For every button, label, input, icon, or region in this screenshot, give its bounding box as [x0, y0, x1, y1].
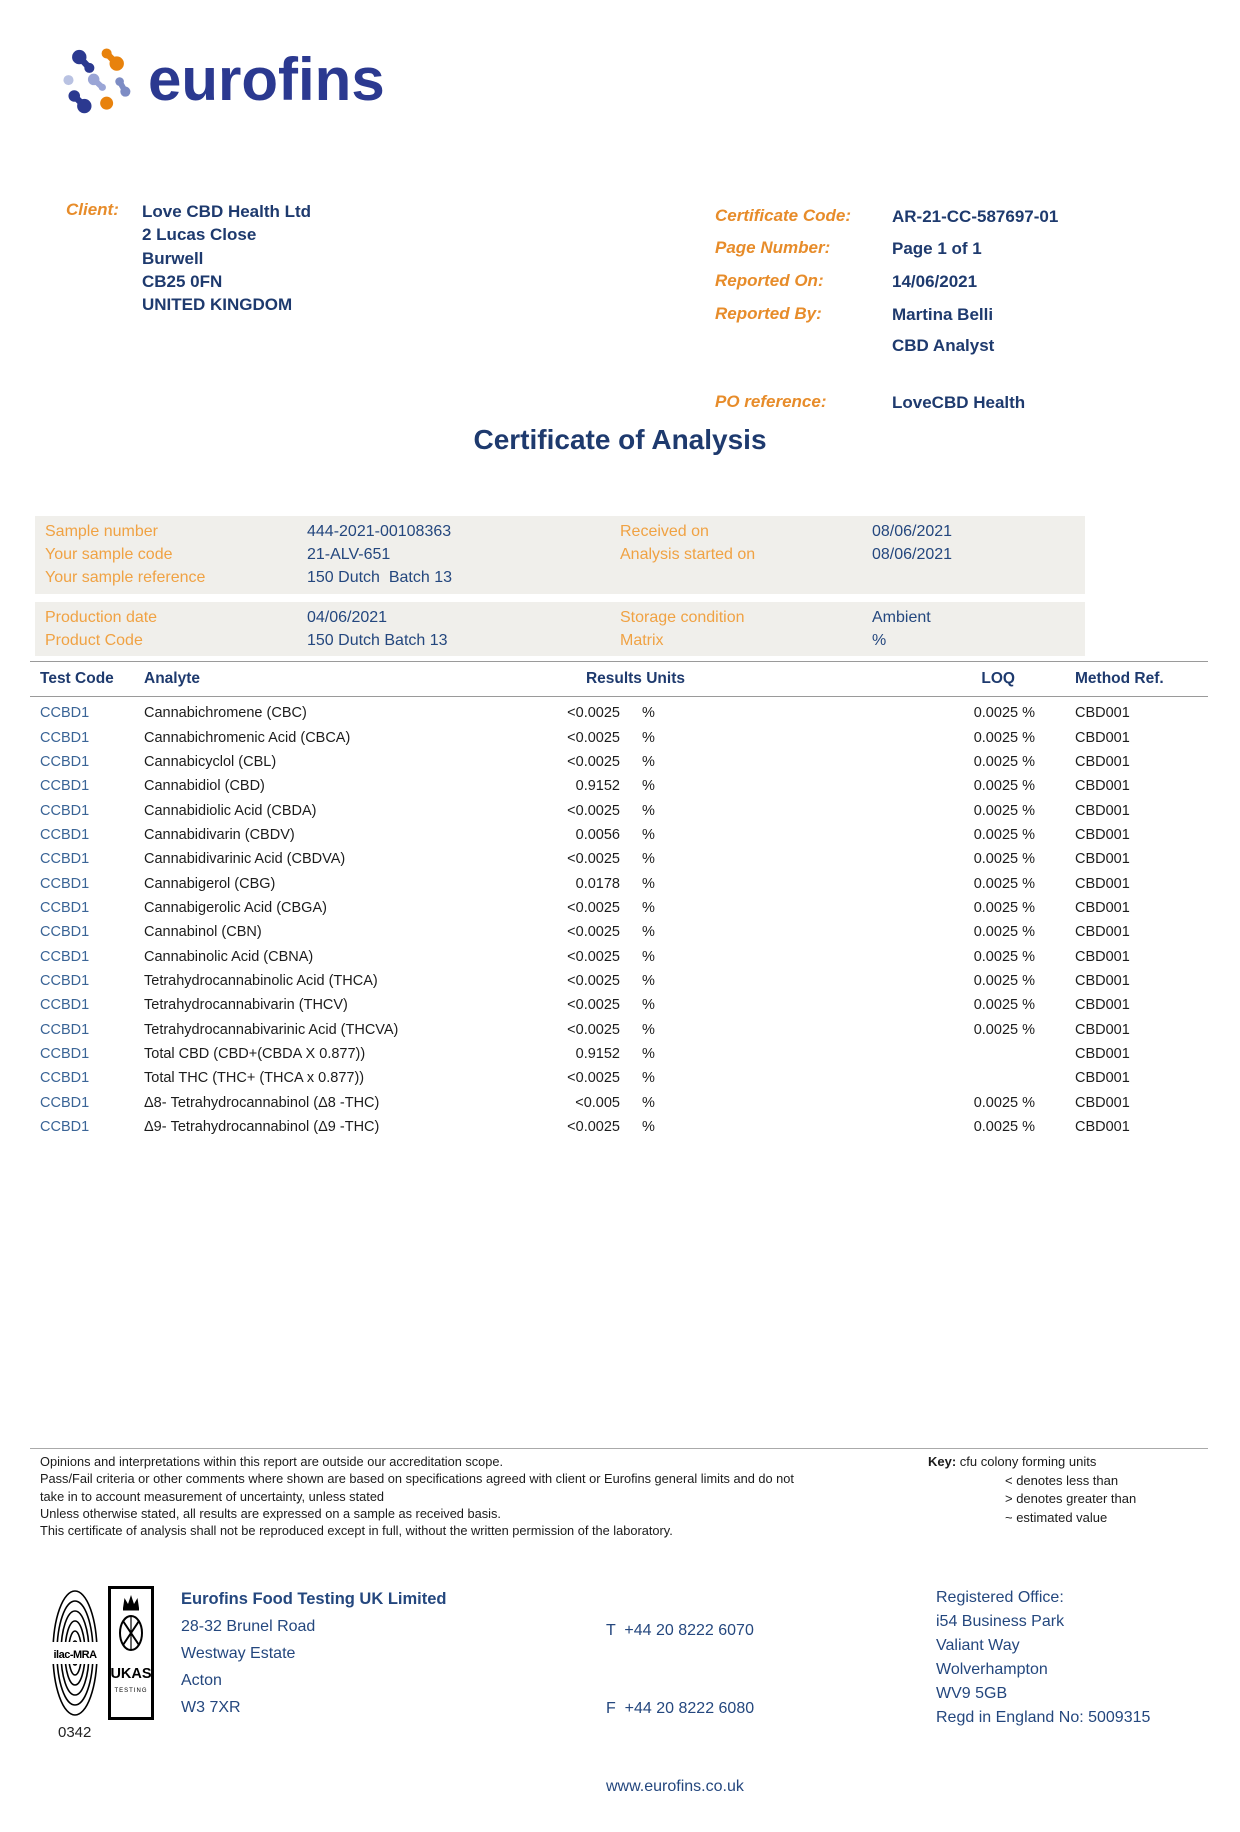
cell-method-ref: CBD001 [1075, 1070, 1130, 1087]
cell-method-ref: CBD001 [1075, 826, 1130, 843]
column-header-test-code: Test Code [40, 670, 114, 687]
cell-result: <0.0025 [567, 899, 620, 916]
cell-method-ref: CBD001 [1075, 729, 1130, 746]
cell-analyte: Total CBD (CBD+(CBDA X 0.877)) [144, 1045, 366, 1062]
cell-analyte: Δ8- Tetrahydrocannabinol (Δ8 -THC) [144, 1094, 380, 1111]
registered-office-line: Wolverhampton [936, 1661, 1048, 1678]
cell-result: <0.0025 [567, 851, 620, 868]
key-line: > denotes greater than [1005, 1491, 1137, 1506]
table-row [40, 1042, 1205, 1066]
cell-method-ref: CBD001 [1075, 851, 1130, 868]
company-address-line: 28-32 Brunel Road [181, 1618, 316, 1635]
sample-info-left [45, 520, 452, 590]
page-number-row [715, 238, 982, 260]
disclaimer-line: Pass/Fail criteria or other comments where shown are based on specifications agreed with client or Eurofins general limits and do not [40, 1471, 794, 1487]
info-label: Your sample reference [45, 569, 206, 587]
cell-result: 0.9152 [575, 778, 620, 795]
cell-result: <0.0025 [567, 1021, 620, 1038]
cell-result: <0.0025 [567, 1070, 620, 1087]
cell-method-ref: CBD001 [1075, 875, 1130, 892]
cell-loq: 0.0025 % [973, 1094, 1035, 1111]
po-reference-label: PO reference: [715, 392, 827, 411]
cell-test-code: CCBD1 [40, 875, 90, 892]
cell-test-code: CCBD1 [40, 948, 90, 965]
results-table-header [30, 661, 1208, 697]
certificate-code-value: AR-21-CC-587697-01 [892, 207, 1059, 226]
results-table-body [40, 701, 1205, 1139]
table-row [40, 944, 1205, 968]
product-info-right [620, 606, 931, 652]
cell-unit: % [642, 875, 655, 892]
phone-number: T +44 20 8222 6070 [606, 1622, 754, 1639]
disclaimer-line: Opinions and interpretations within this report are outside our accreditation scope. [40, 1454, 504, 1469]
cell-unit: % [642, 826, 655, 843]
eurofins-logo [62, 44, 385, 122]
cell-test-code: CCBD1 [40, 729, 90, 746]
key-label: Key: [928, 1454, 957, 1469]
cell-loq: 0.0025 % [973, 948, 1035, 965]
registered-office-line: Valiant Way [936, 1637, 1020, 1654]
cell-analyte: Cannabichromene (CBC) [144, 705, 307, 722]
client-address-line: Love CBD Health Ltd [142, 202, 312, 221]
certificate-code-label: Certificate Code: [715, 206, 852, 225]
cell-result: <0.0025 [567, 972, 620, 989]
key-first-line: cfu colony forming units [956, 1454, 1097, 1469]
cell-test-code: CCBD1 [40, 1119, 90, 1136]
table-row [40, 774, 1205, 798]
company-address-line: Westway Estate [181, 1645, 296, 1662]
cell-method-ref: CBD001 [1075, 899, 1130, 916]
info-value: 150 Dutch Batch 13 [307, 632, 448, 650]
info-row [45, 629, 448, 652]
table-row [40, 993, 1205, 1017]
table-row [40, 969, 1205, 993]
website-url: www.eurofins.co.uk [606, 1778, 744, 1795]
cell-method-ref: CBD001 [1075, 972, 1130, 989]
po-reference-row [715, 392, 1025, 414]
cell-analyte: Cannabichromenic Acid (CBCA) [144, 729, 351, 746]
client-address-line: Burwell [142, 248, 204, 268]
cell-test-code: CCBD1 [40, 899, 90, 916]
cell-test-code: CCBD1 [40, 705, 90, 722]
cell-loq: 0.0025 % [973, 924, 1035, 941]
info-value: 08/06/2021 [872, 546, 953, 564]
registered-office-line: Registered Office: [936, 1589, 1064, 1606]
cell-unit: % [642, 1119, 655, 1136]
cell-unit: % [642, 1045, 655, 1062]
cell-result: <0.0025 [567, 997, 620, 1014]
sample-info-block [35, 516, 1085, 594]
cell-analyte: Cannabidiolic Acid (CBDA) [144, 802, 317, 819]
info-row [45, 566, 452, 589]
cell-analyte: Cannabinol (CBN) [144, 924, 262, 941]
info-value: 08/06/2021 [872, 523, 953, 540]
cell-analyte: Cannabigerol (CBG) [144, 875, 276, 892]
cell-loq: 0.0025 % [973, 705, 1035, 722]
disclaimer-line: Unless otherwise stated, all results are expressed on a sample as received basis. [40, 1505, 501, 1521]
client-label: Client: [66, 200, 119, 219]
reported-by-role: CBD Analyst [892, 336, 995, 355]
svg-text:ilac-MRA: ilac-MRA [53, 1649, 97, 1661]
key-line: < denotes less than [1005, 1472, 1119, 1488]
cell-test-code: CCBD1 [40, 1021, 90, 1038]
cell-result: 0.0178 [575, 875, 620, 892]
cell-test-code: CCBD1 [40, 851, 90, 868]
info-value: 150 Dutch Batch 13 [307, 569, 452, 587]
cell-test-code: CCBD1 [40, 826, 90, 843]
table-row [40, 823, 1205, 847]
cell-method-ref: CBD001 [1075, 1119, 1130, 1136]
product-info-left [45, 606, 448, 652]
disclaimer-line: take in to account measurement of uncertainty, unless stated [40, 1488, 385, 1504]
info-row [620, 520, 952, 543]
cell-loq: 0.0025 % [973, 997, 1035, 1014]
cell-unit: % [642, 1021, 655, 1038]
cell-loq: 0.0025 % [973, 729, 1035, 746]
page-title: Certificate of Analysis [473, 424, 767, 455]
notes-divider [30, 1448, 1208, 1449]
svg-text:TESTING: TESTING [114, 1688, 148, 1694]
cell-loq: 0.0025 % [973, 826, 1035, 843]
svg-text:UKAS: UKAS [110, 1666, 152, 1682]
info-value: 21-ALV-651 [307, 546, 391, 564]
disclaimer-line: This certificate of analysis shall not be reproduced except in full, without the written permission of the laboratory. [40, 1523, 673, 1539]
cell-result: <0.0025 [567, 948, 620, 965]
cell-analyte: Cannabidiol (CBD) [144, 778, 265, 795]
cell-test-code: CCBD1 [40, 1094, 90, 1111]
client-address-line: CB25 0FN [142, 271, 223, 291]
cell-loq: 0.0025 % [973, 972, 1035, 989]
company-name: Eurofins Food Testing UK Limited [181, 1590, 447, 1608]
info-value: 444-2021-00108363 [307, 523, 452, 540]
cell-result: <0.0025 [567, 705, 620, 722]
info-value: 04/06/2021 [307, 609, 388, 626]
reported-by-row [715, 304, 994, 357]
cell-method-ref: CBD001 [1075, 1021, 1130, 1038]
client-address-line: 2 Lucas Close [142, 225, 257, 245]
reported-on-label: Reported On: [715, 271, 824, 290]
client-address [142, 200, 311, 316]
ukas-testing-logo-icon [108, 1586, 154, 1720]
table-row [40, 701, 1205, 725]
cell-analyte: Cannabidivarin (CBDV) [144, 826, 295, 843]
table-row [40, 750, 1205, 774]
cell-loq: 0.0025 % [973, 875, 1035, 892]
info-row [45, 520, 452, 543]
cell-unit: % [642, 1070, 655, 1087]
cell-result: 0.9152 [575, 1045, 620, 1062]
registered-office-line: WV9 5GB [936, 1685, 1008, 1702]
cell-unit: % [642, 778, 655, 795]
column-header-loq: LOQ [981, 670, 1015, 687]
eurofins-logo-dots-icon [62, 44, 134, 122]
client-address-line: UNITED KINGDOM [142, 295, 293, 315]
cell-loq: 0.0025 % [973, 802, 1035, 819]
cell-analyte: Cannabinolic Acid (CBNA) [144, 948, 314, 965]
company-address-lines [181, 1613, 447, 1721]
cell-method-ref: CBD001 [1075, 802, 1130, 819]
reported-on-row [715, 271, 977, 293]
info-label: Storage condition [620, 609, 745, 626]
table-row [40, 871, 1205, 895]
info-label: Received on [620, 523, 709, 540]
info-label: Matrix [620, 632, 664, 650]
table-row [40, 798, 1205, 822]
cell-loq: 0.0025 % [973, 851, 1035, 868]
registered-office-line: Regd in England No: 5009315 [936, 1709, 1151, 1726]
cell-unit: % [642, 924, 655, 941]
table-row [40, 920, 1205, 944]
company-address-line: Acton [181, 1672, 222, 1689]
cell-unit: % [642, 753, 655, 770]
sample-info-right [620, 520, 952, 566]
table-row [40, 1115, 1205, 1139]
cell-method-ref: CBD001 [1075, 1094, 1130, 1111]
info-row [45, 543, 452, 566]
accreditation-number: 0342 [58, 1724, 92, 1741]
info-label: Your sample code [45, 546, 173, 564]
cell-unit: % [642, 729, 655, 746]
cell-analyte: Tetrahydrocannabinolic Acid (THCA) [144, 972, 378, 989]
table-row [40, 896, 1205, 920]
cell-result: <0.0025 [567, 1119, 620, 1136]
info-label: Product Code [45, 632, 143, 650]
company-address-line: W3 7XR [181, 1699, 241, 1716]
info-label: Sample number [45, 523, 158, 540]
cell-result: <0.0025 [567, 924, 620, 941]
accreditation-marks [50, 1586, 154, 1741]
cell-test-code: CCBD1 [40, 1070, 90, 1087]
cell-unit: % [642, 948, 655, 965]
table-row [40, 1017, 1205, 1041]
cell-analyte: Cannabidivarinic Acid (CBDVA) [144, 851, 346, 868]
cell-method-ref: CBD001 [1075, 1045, 1130, 1062]
po-reference-value: LoveCBD Health [892, 393, 1026, 412]
cell-loq: 0.0025 % [973, 899, 1035, 916]
cell-analyte: Tetrahydrocannabivarinic Acid (THCVA) [144, 1021, 399, 1038]
info-label: Analysis started on [620, 546, 756, 564]
product-info-block [35, 602, 1085, 656]
cell-test-code: CCBD1 [40, 753, 90, 770]
cell-unit: % [642, 899, 655, 916]
cell-result: <0.0025 [567, 753, 620, 770]
cell-analyte: Total THC (THC+ (THCA x 0.877)) [144, 1070, 365, 1087]
page-number-label: Page Number: [715, 238, 831, 257]
certificate-code-row [715, 206, 1058, 228]
cell-unit: % [642, 802, 655, 819]
cell-method-ref: CBD001 [1075, 753, 1130, 770]
cell-test-code: CCBD1 [40, 997, 90, 1014]
fax-number: F +44 20 8222 6080 [606, 1700, 755, 1717]
reported-by-label: Reported By: [715, 304, 822, 323]
cell-method-ref: CBD001 [1075, 924, 1130, 941]
cell-analyte: Δ9- Tetrahydrocannabinol (Δ9 -THC) [144, 1119, 380, 1136]
column-header-results-units: Results Units [585, 670, 685, 687]
table-row [40, 725, 1205, 749]
company-address-block [181, 1586, 447, 1721]
table-row [40, 1066, 1205, 1090]
cell-analyte: Tetrahydrocannabivarin (THCV) [144, 997, 348, 1014]
cell-method-ref: CBD001 [1075, 705, 1130, 722]
cell-unit: % [642, 705, 655, 722]
ilac-mra-logo-icon [50, 1586, 100, 1720]
table-row [40, 847, 1205, 871]
table-row [40, 1091, 1205, 1115]
eurofins-logo-text: eurofins [148, 46, 385, 113]
info-row [620, 629, 931, 652]
cell-method-ref: CBD001 [1075, 948, 1130, 965]
key-block [928, 1453, 1136, 1527]
info-row [620, 543, 952, 566]
key-lines [1005, 1472, 1136, 1528]
disclaimer-notes [40, 1453, 794, 1539]
cell-loq: 0.0025 % [973, 753, 1035, 770]
contact-block [606, 1586, 754, 1832]
reported-by-value: Martina Belli [892, 305, 994, 324]
reported-on-value: 14/06/2021 [892, 272, 978, 291]
cell-test-code: CCBD1 [40, 778, 90, 795]
cell-unit: % [642, 851, 655, 868]
cell-unit: % [642, 972, 655, 989]
column-header-method-ref: Method Ref. [1075, 670, 1164, 687]
cell-analyte: Cannabicyclol (CBL) [144, 753, 277, 770]
info-value: Ambient [872, 609, 931, 626]
cell-loq: 0.0025 % [973, 1021, 1035, 1038]
cell-test-code: CCBD1 [40, 1045, 90, 1062]
cell-unit: % [642, 1094, 655, 1111]
cell-result: <0.005 [575, 1094, 620, 1111]
info-row [45, 606, 448, 629]
info-label: Production date [45, 609, 158, 626]
cell-analyte: Cannabigerolic Acid (CBGA) [144, 899, 327, 916]
cell-test-code: CCBD1 [40, 924, 90, 941]
registered-office-line: i54 Business Park [936, 1613, 1065, 1630]
registered-office-block [936, 1586, 1150, 1730]
cell-loq: 0.0025 % [973, 778, 1035, 795]
cell-result: 0.0056 [575, 826, 620, 843]
cell-method-ref: CBD001 [1075, 778, 1130, 795]
cell-method-ref: CBD001 [1075, 997, 1130, 1014]
cell-result: <0.0025 [567, 802, 620, 819]
info-value: % [872, 632, 887, 650]
cell-result: <0.0025 [567, 729, 620, 746]
cell-unit: % [642, 997, 655, 1014]
info-row [620, 606, 931, 629]
column-header-analyte: Analyte [144, 670, 200, 687]
key-line: ~ estimated value [1005, 1509, 1108, 1525]
cell-loq: 0.0025 % [973, 1119, 1035, 1136]
cell-test-code: CCBD1 [40, 802, 90, 819]
cell-test-code: CCBD1 [40, 972, 90, 989]
page-number-value: Page 1 of 1 [892, 239, 982, 258]
